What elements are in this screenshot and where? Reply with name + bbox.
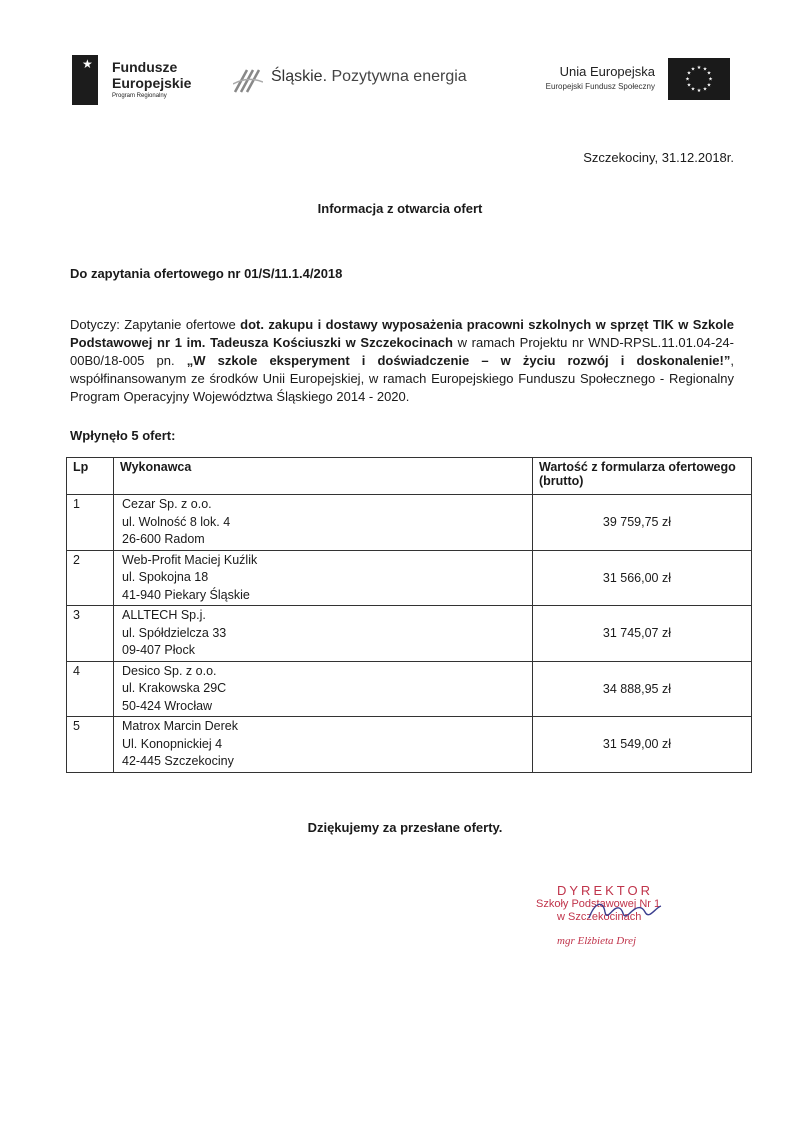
table-row [67,495,752,551]
stamp-signatory-name: mgr Elżbieta Drej [557,935,637,947]
inquiry-reference: Do zapytania ofertowego nr 01/S/11.1.4/2018 [70,266,343,281]
subject-project-ref: w ramach Projektu nr WND-RPSL.11.01.04-24-00B0/18-005 pn. [70,335,734,368]
subject-funding: , współfinansowanym ze środków Unii Europejskiej, w ramach Europejskiego Funduszu Społecznego - Regionalny Program Operacyjny Województwa Śląskiego 2014 - 2020. [70,353,734,404]
contractor-street: ul. Spółdzielcza 33 [122,625,227,640]
table-row [67,661,752,717]
contractor-name: Cezar Sp. z o.o. [122,497,212,511]
contractor-name: Matrox Marcin Derek [122,719,238,733]
row-value: 34 888,95 zł [533,661,752,717]
ue-logo-name: Unia Europejska [559,64,655,79]
table-row [67,717,752,773]
handwritten-signature [585,896,665,926]
thanks-note: Dziękujemy za przesłane oferty. [307,820,503,835]
row-contractor [114,661,533,717]
contractor-city: 50-424 Wrocław [122,698,213,713]
stamp-school-line: Szkoły Podstawowej Nr 1 [536,898,661,910]
svg-text:★: ★ [696,65,702,71]
svg-text:★: ★ [702,86,708,93]
row-contractor [114,495,533,551]
contractor-city: 09-407 Płock [122,643,195,657]
fundusze-europejskie-logo [72,55,212,107]
subject-project-name: „W szkole eksperyment i doświadczenie – w życiu rozwój i doskonalenie!” [186,353,731,368]
svg-text:★: ★ [706,70,712,77]
row-value: 31 745,07 zł [533,606,752,662]
table-header-row [67,458,752,495]
table-row [67,606,752,662]
contractor-name: Web-Profit Maciej Kuźlik [122,552,258,567]
row-contractor [114,717,533,773]
row-contractor [114,550,533,606]
contractor-street: ul. Krakowska 29C [122,681,227,695]
stamp-title: DYREKTOR [557,883,653,898]
row-lp: 3 [67,606,114,662]
contractor-name: Desico Sp. z o.o. [122,663,217,678]
unia-europejska-logo [520,58,730,102]
contractor-street: ul. Wolność 8 lok. 4 [122,514,231,529]
slaskie-logo [233,62,493,98]
slaskie-logo-name: Śląskie. [271,68,328,85]
stamp-town-line: w Szczekocinach [557,911,642,923]
fe-logo-line2: Europejskie [112,75,192,91]
row-lp: 5 [67,717,114,773]
contractor-name: ALLTECH Sp.j. [122,608,206,622]
svg-text:★: ★ [686,82,692,89]
svg-text:★: ★ [690,86,696,93]
fe-logo-line1: Fundusze [112,59,178,75]
svg-text:★: ★ [702,66,708,73]
header-lp: Lp [67,458,114,495]
header-value: Wartość z formularza ofertowego (brutto) [533,458,752,495]
document-title: Informacja z otwarcia ofert [317,201,483,216]
row-value: 39 759,75 zł [533,495,752,551]
fe-logo-subtitle: Program Regionalny [112,93,167,99]
svg-text:★: ★ [696,88,702,94]
row-value: 31 566,00 zł [533,550,752,606]
contractor-city: 26-600 Radom [122,532,205,546]
row-lp: 2 [67,550,114,606]
subject-bold-scope: dot. zakupu i dostawy wyposażenia pracowni szkolnych w sprzęt TIK w Szkole Podstawowej nr 1 im. Tadeusza Kościuszki w Szczekocinach [70,317,734,350]
slaskie-logo-tagline: Pozytywna energia [331,68,467,85]
svg-text:★: ★ [690,66,696,73]
slaskie-stripes-icon [233,66,263,94]
offers-table [66,457,752,773]
subject-paragraph [70,316,734,406]
header-contractor: Wykonawca [114,458,533,495]
contractor-city: 42-445 Szczekociny [122,754,234,768]
table-row [67,550,752,606]
svg-text:★: ★ [708,76,713,83]
eu-flag-icon [668,58,730,100]
svg-text:★: ★ [686,70,692,77]
place-and-date: Szczekociny, 31.12.2018r. [583,150,734,165]
row-lp: 1 [67,495,114,551]
svg-text:★: ★ [685,76,690,83]
row-value: 31 549,00 zł [533,717,752,773]
contractor-street: Ul. Konopnickiej 4 [122,736,223,751]
contractor-street: ul. Spokojna 18 [122,570,209,584]
subject-prefix: Dotyczy: Zapytanie ofertowe [70,317,241,332]
ue-logo-subtitle: Europejski Fundusz Społeczny [545,82,655,91]
row-lp: 4 [67,661,114,717]
offers-received-label: Wpłynęło 5 ofert: [70,428,176,443]
fe-flag-icon: ★ [72,55,98,105]
row-contractor [114,606,533,662]
contractor-city: 41-940 Piekary Śląskie [122,587,250,602]
svg-text:★: ★ [706,82,712,89]
